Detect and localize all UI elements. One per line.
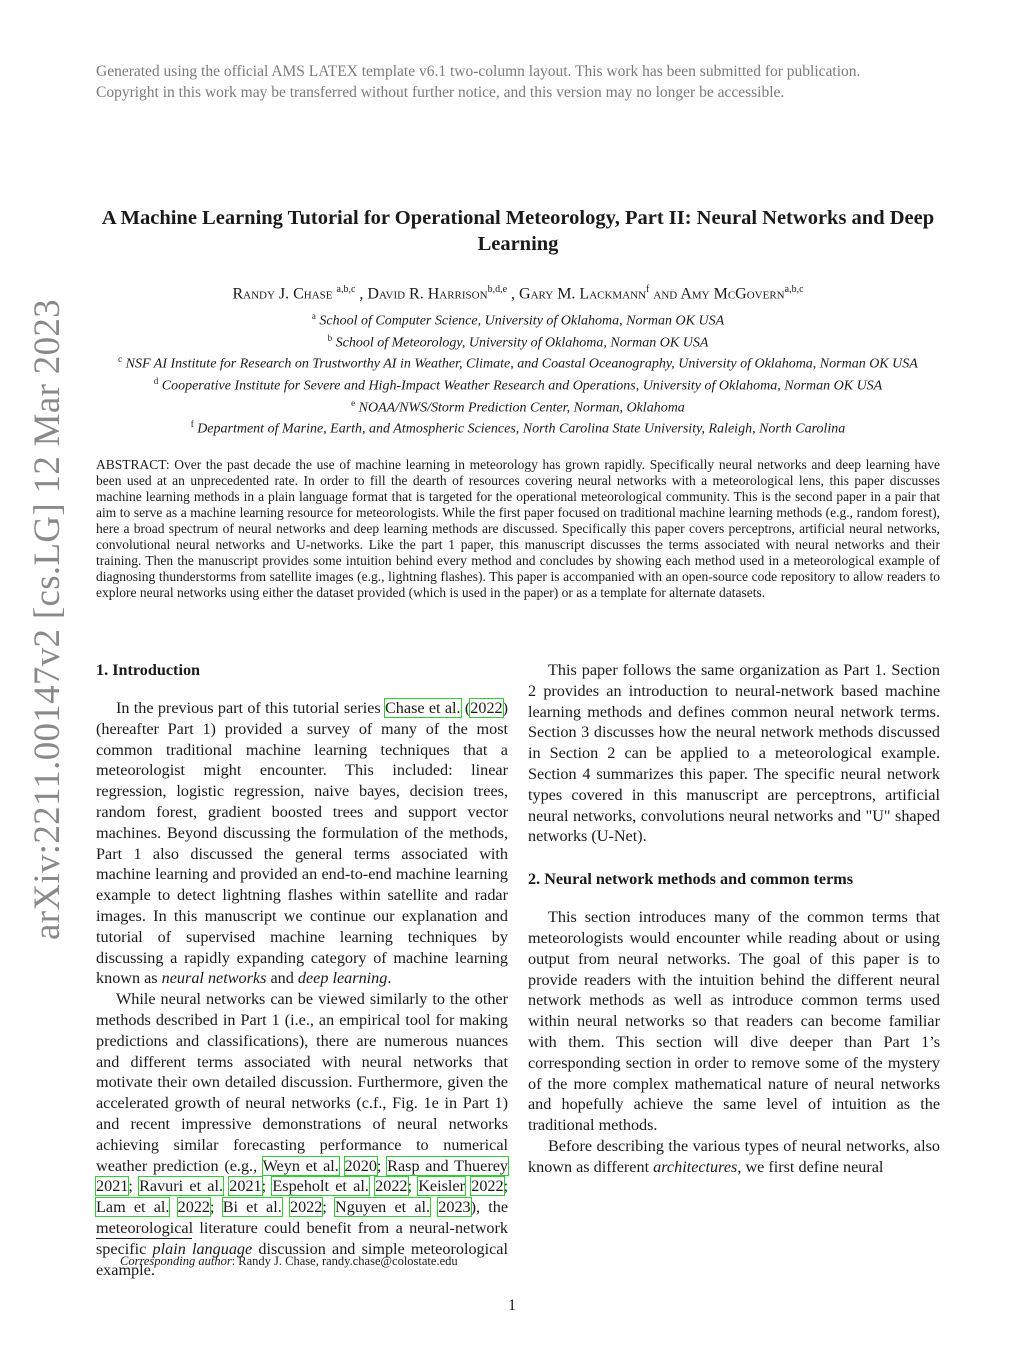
page-number: 1 [508, 1297, 516, 1314]
citation-link[interactable]: 2020 [344, 1156, 377, 1175]
left-column [96, 660, 508, 1280]
affiliation-text: NSF AI Institute for Research on Trustworthy AI in Weather, Climate, and Coastal Oceanography, University of Oklahoma, Norman OK USA [125, 356, 918, 372]
author-separator: , [507, 285, 520, 303]
emphasis-text: architectures [653, 1157, 738, 1176]
arxiv-identifier: arXiv:2211.00147v2 [cs.LG] 12 Mar 2023 [27, 299, 68, 940]
citation-link[interactable]: 2021 [96, 1177, 129, 1196]
author-name: Randy J. Chase [232, 285, 333, 303]
author-affiliation-mark: a,b,c [784, 284, 804, 295]
body-text: ), the meteorological literature could benefit from a neural-network specific [96, 1198, 509, 1258]
abstract: ABSTRACT: Over the past decade the use of machine learning in meteorology has grown rapidly. Specifically neural networks and deep learning have been used at an unprecedented rate. In order to fill the dearth of resources covering neural networks with a meteorological lens, this paper discusses machine learning methods in a plain language format that is targeted for the operational meteorological community. This is the second paper in a pair that aim to serve as a machine learning resource for meteorologists. While the first paper focused on traditional machine learning methods (e.g., random forest), here a broad spectrum of neural networks and deep learning methods are discussed. Specifically this paper covers perceptrons, artificial neural networks, convolutional neural networks and U-networks. Like the part 1 paper, this manuscript discusses the terms associated with neural networks and their training. Then the manuscript provides some intuition behind every method and concludes by showing each method used in a meteorological example of diagnosing thunderstorms from satellite images (e.g., lightning flashes). This paper is accompanied with an open-source code repository to allow readers to explore neural networks using either the dataset provided (which is used in the paper) or as a template for alternate datasets. [96, 457, 940, 600]
affiliation-text: Department of Marine, Earth, and Atmospheric Sciences, North Carolina State University, Raleigh, North Carolina [197, 421, 846, 437]
affiliation-mark: b [327, 332, 333, 343]
affiliation-mark: a [311, 311, 316, 321]
affiliation-text: School of Meteorology, University of Oklahoma, Norman OK USA [335, 335, 709, 351]
citation-separator [282, 1198, 290, 1216]
citation-link[interactable]: 2022 [471, 1177, 504, 1196]
citation-separator: ; [210, 1198, 223, 1217]
author-name: Amy McGovern [680, 285, 785, 303]
right-column [528, 660, 940, 1178]
section-heading-introduction: 1. Introduction [96, 661, 201, 679]
citation-separator: ; [322, 1198, 336, 1217]
citation-link[interactable]: 2022 [177, 1198, 211, 1217]
citation-separator: ; [261, 1177, 273, 1196]
citation-link[interactable]: Chase et al. [385, 699, 461, 717]
intro-paragraph-3: This paper follows the same organization as Part 1. Section 2 provides an introduction to neural-network based machine learning methods and defines common neural network terms. Section 3 discusses how the neural network methods discussed in Section 2 can be applied to a meteorological example. Section 4 summarizes this paper. The specific neural network types covered in this manuscript are perceptrons, artificial neural networks, convolutions neural networks and "U" shaped networks (U-Net). [528, 661, 940, 846]
citation-link[interactable]: Weyn et al. [262, 1156, 339, 1175]
affiliation-mark: d [153, 375, 159, 386]
emphasis-text: plain language [152, 1239, 253, 1258]
footnote-text: : Randy J. Chase, randy.chase@colostate.edu [231, 1254, 458, 1268]
citation-link[interactable]: Espeholt et al. [272, 1177, 369, 1196]
body-text: discussion and simple meteorological example. [96, 1239, 508, 1279]
footnote-separator [96, 1238, 192, 1239]
body-text: and [266, 969, 298, 988]
body-text: ( [460, 699, 471, 717]
affiliation-item [96, 330, 940, 352]
author-affiliation-mark: b,d,e [487, 284, 508, 295]
affiliation-mark: e [351, 397, 356, 408]
intro-paragraph-2 [96, 989, 508, 1280]
author-affiliation-mark: f [646, 284, 650, 295]
citation-link[interactable]: Nguyen et al. [335, 1198, 431, 1217]
intro-paragraph-1 [96, 698, 508, 989]
body-text: In the previous part of this tutorial series [116, 699, 385, 717]
citation-link[interactable]: 2022 [289, 1198, 323, 1217]
citation-separator: ; [407, 1177, 419, 1196]
emphasis-text: neural networks [161, 969, 267, 988]
section-heading-neural-network-methods: 2. Neural network methods and common terms [528, 870, 854, 889]
citation-separator: ; [376, 1156, 388, 1175]
paper-title: A Machine Learning Tutorial for Operational Meteorology, Part II: Neural Networks and Deep Learning [101, 207, 935, 255]
affiliation-item [96, 395, 940, 417]
author-separator: , [355, 285, 368, 303]
citation-separator: ; [503, 1177, 509, 1196]
author-affiliation-mark: a,b,c [336, 284, 356, 295]
body-text: . [387, 969, 392, 988]
section2-paragraph-2 [528, 1136, 940, 1178]
affiliation-list [96, 308, 940, 438]
citation-link[interactable]: Ravuri et al. [139, 1177, 224, 1196]
affiliation-mark: c [118, 354, 123, 365]
citation-link[interactable]: Bi et al. [222, 1198, 282, 1217]
body-text: While neural networks can be viewed similarly to the other methods described in Part 1 (i.e., an empirical tool for making predictions and classifications), there are numerous nuances and different terms associated with neural networks that motivate their own detailed discussion. Furthermore, given the accelerated growth of neural networks (c.f., Fig. 1e in Part 1) and recent impressive demonstrations of neural networks achieving similar forecasting performance to numerical weather prediction (e.g., [96, 990, 508, 1175]
affiliation-text: Cooperative Institute for Severe and High-Impact Weather Research and Operations, University of Oklahoma, Norman OK USA [161, 378, 883, 394]
affiliation-text: NOAA/NWS/Storm Prediction Center, Norman, Oklahoma [358, 400, 685, 416]
affiliation-item [96, 308, 940, 330]
citation-separator [339, 1157, 345, 1175]
citation-separator: ; [128, 1177, 140, 1196]
citation-separator [169, 1198, 177, 1216]
body-text: ) (hereafter Part 1) provided a survey of many of the most common traditional machine learning techniques that a meteorologist might encounter. This included: linear regression, logistic regression, naive bayes, decision trees, random forest, gradient boosted trees and support vector machines. Beyond discussing the formulation of the methods, Part 1 also discussed the general terms associated with machine learning and provided an end-to-end machine learning example to detect lightning flashes within satellite and radar images. In this manuscript we continue our explanation and tutorial of supervised machine learning techniques by discussing a rapidly expanding category of machine learning known as [96, 699, 509, 988]
body-text: , we first define neural [737, 1157, 884, 1176]
affiliation-text: School of Computer Science, University of Oklahoma, Norman OK USA [319, 313, 725, 329]
citation-link[interactable]: 2021 [229, 1177, 262, 1196]
emphasis-text: deep learning [297, 969, 388, 988]
affiliation-mark: f [190, 419, 194, 430]
author-name: Gary M. Lackmann [519, 285, 647, 303]
affiliation-item [96, 351, 940, 373]
affiliation-item [96, 373, 940, 395]
citation-link[interactable]: 2022 [470, 699, 503, 717]
citation-link[interactable]: Rasp and Thuerey [387, 1156, 509, 1175]
section2-paragraph-1: This section introduces many of the common terms that meteorologists would encounter while reading about or using output from neural networks. The goal of this paper is to provide readers with the intuition behind the different neural network methods as well as introduce common terms used within neural networks so that readers can become familiar with them. This section will dive deeper than Part 1’s corresponding section in order to remove some of the mystery of the more complex mathematical nature of neural networks and hopefully achieve the same level of intuition as the traditional methods. [528, 908, 940, 1135]
author-name: David R. Harrison [367, 285, 488, 303]
author-list [96, 280, 940, 304]
citation-link[interactable]: Lam et al. [96, 1198, 170, 1217]
submission-notice: Generated using the official AMS LATEX template v6.1 two-column layout. This work has been submitted for publication. Copyright in this work may be transferred without further notice, and this version may no longer be accessible. [96, 63, 861, 101]
citation-link[interactable]: 2023 [438, 1198, 471, 1217]
affiliation-item [96, 416, 940, 438]
citation-link[interactable]: 2022 [375, 1177, 408, 1196]
citation-link[interactable]: Keisler [418, 1177, 465, 1196]
footnote-label: Corresponding author [120, 1254, 232, 1268]
corresponding-author-footnote [120, 1253, 520, 1269]
body-text: Before describing the various types of neural networks, also known as different [528, 1136, 940, 1176]
author-separator: and [649, 285, 681, 303]
